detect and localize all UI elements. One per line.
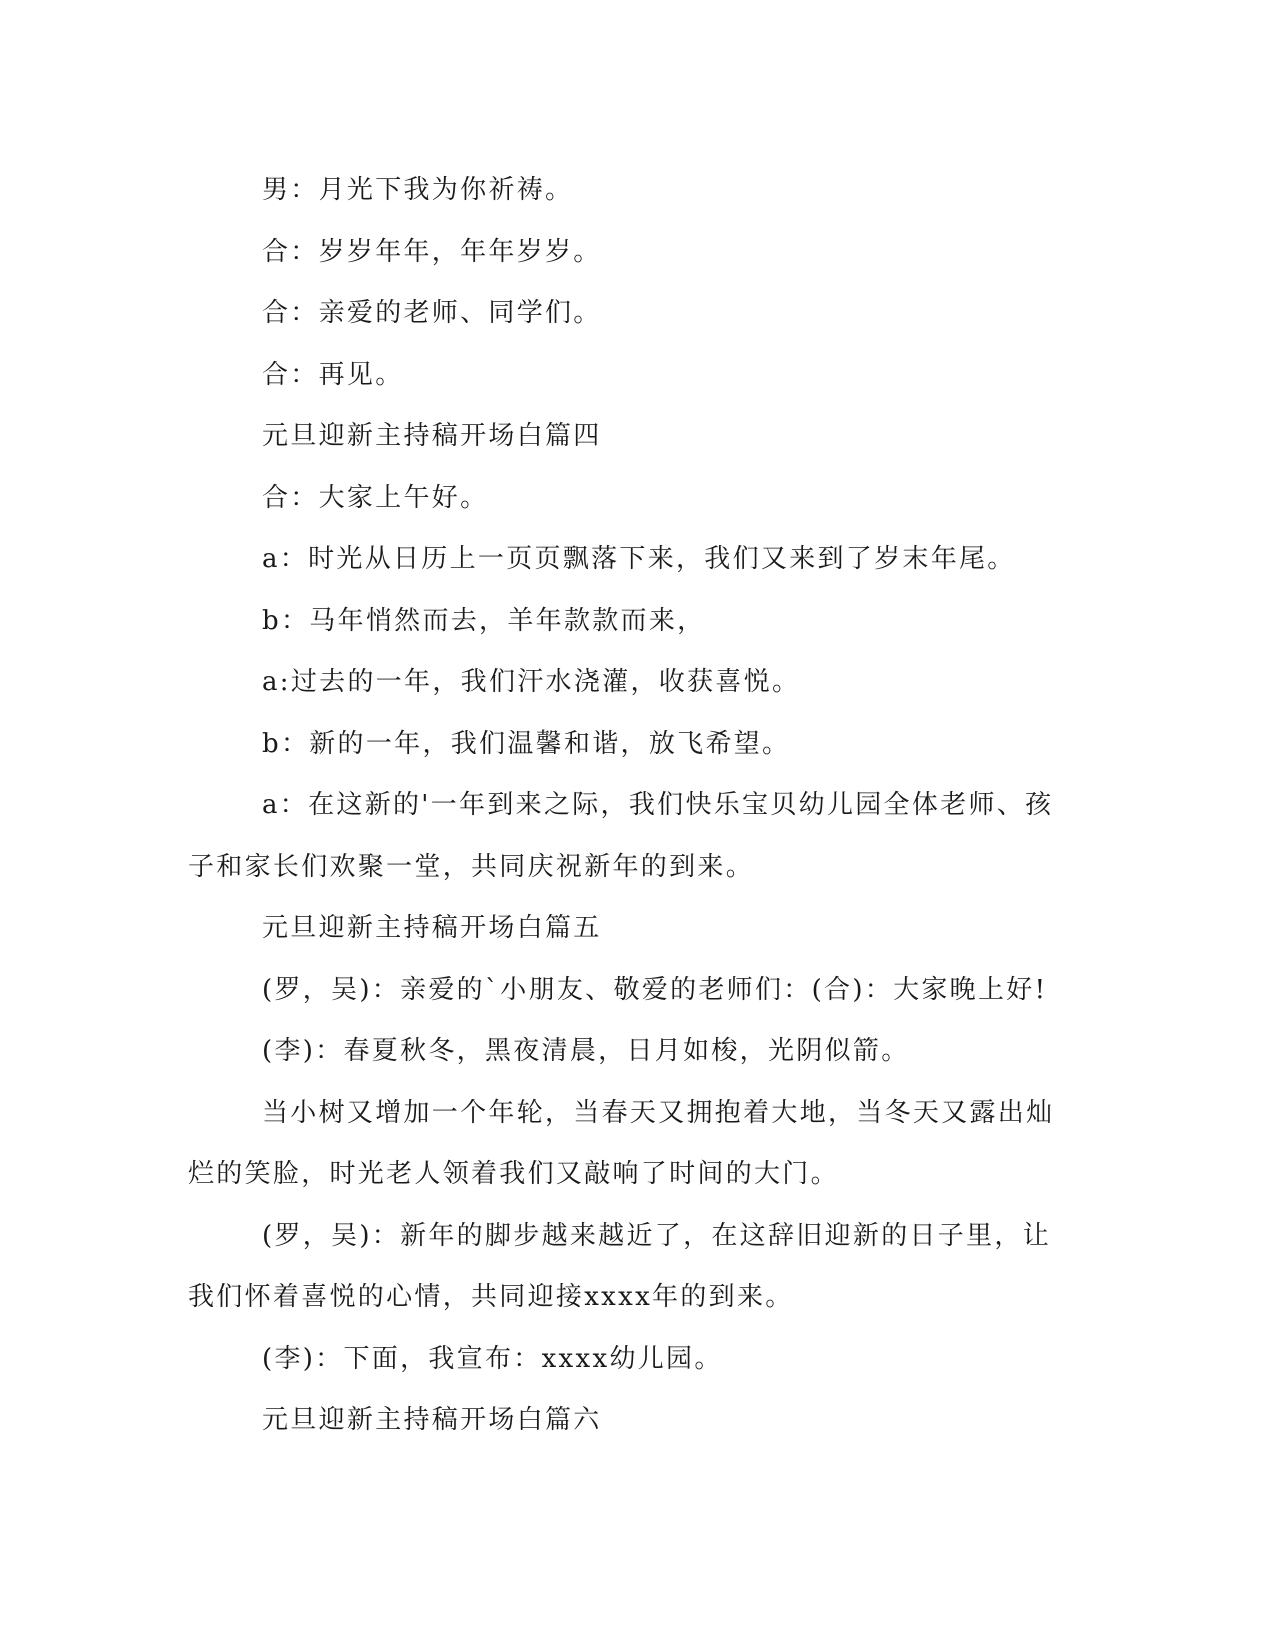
section-heading: 元旦迎新主持稿开场白篇五 [262,913,602,943]
dialogue-line: b：马年悄然而去，羊年款款而来， [262,605,706,636]
dialogue-line: (罗，吴)：亲爱的`小朋友、敬爱的老师们：(合)：大家晚上好! [262,974,1048,1005]
dialogue-line: 当小树又增加一个年轮，当春天又拥抱着大地，当冬天又露出灿 [262,1097,1055,1128]
dialogue-line: b：新的一年，我们温馨和谐，放飞希望。 [262,728,791,759]
dialogue-line: 合：亲爱的老师、同学们。 [262,298,602,328]
dialogue-line: 合：岁岁年年，年年岁岁。 [262,236,602,267]
section-heading: 元旦迎新主持稿开场白篇六 [262,1405,602,1435]
dialogue-line: (罗，吴)：新年的脚步越来越近了，在这辞旧迎新的日子里，让 [262,1220,1051,1251]
dialogue-line: 合：大家上午好。 [262,482,489,513]
dialogue-line: a:过去的一年，我们汗水浇灌，收获喜悦。 [262,667,801,697]
document-body [188,160,1068,1452]
dialogue-line: 男：月光下我为你祈祷。 [262,175,574,205]
dialogue-line: a：时光从日历上一页页飘落下来，我们又来到了岁末年尾。 [262,544,1016,574]
dialogue-line-continuation: 子和家长们欢聚一堂，共同庆祝新年的到来。 [188,851,755,882]
dialogue-line: 合：再见。 [262,359,404,390]
dialogue-line: a：在这新的'一年到来之际，我们快乐宝贝幼儿园全体老师、孩 [262,790,1054,820]
dialogue-line: (李)：春夏秋冬，黑夜清晨，日月如梭，光阴似箭。 [262,1036,910,1066]
section-heading: 元旦迎新主持稿开场白篇四 [262,421,602,451]
dialogue-line: (李)：下面，我宣布：xxxx幼儿园。 [262,1343,723,1374]
dialogue-line-continuation: 烂的笑脸，时光老人领着我们又敲响了时间的大门。 [188,1159,839,1189]
dialogue-line-continuation: 我们怀着喜悦的心情，共同迎接xxxx年的到来。 [188,1282,794,1312]
